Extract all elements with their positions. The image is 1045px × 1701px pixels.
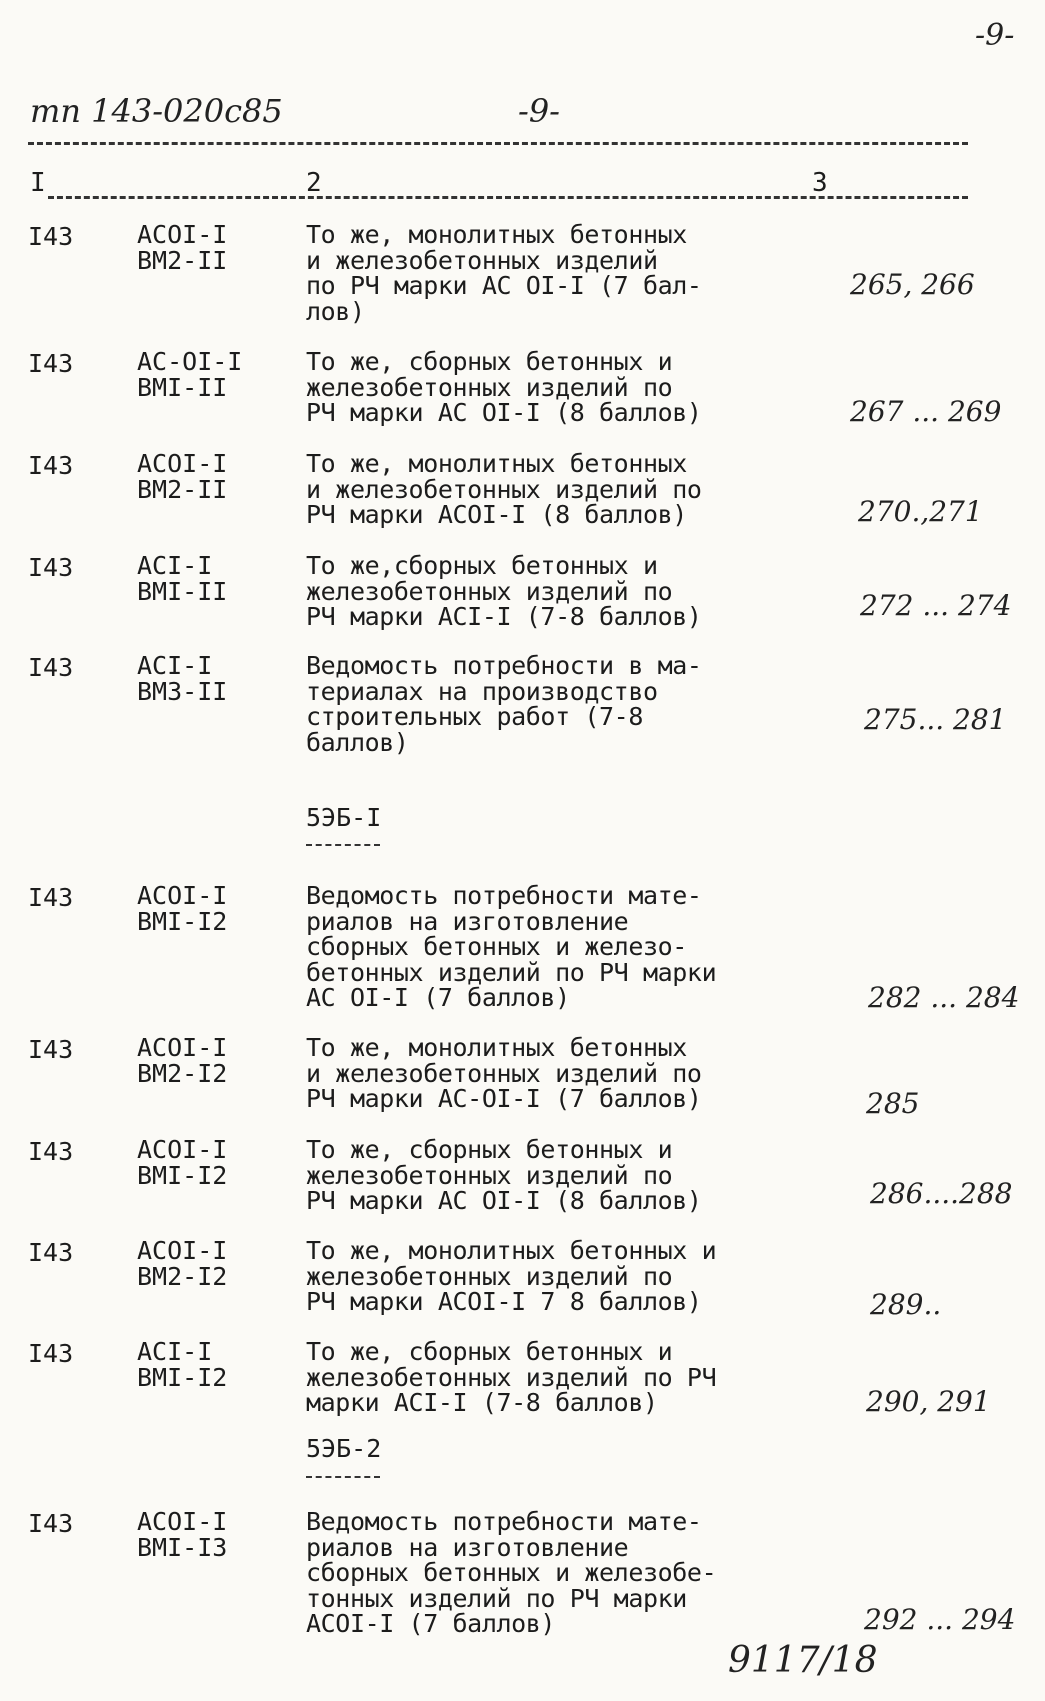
row-pages: 275... 281 <box>864 703 1007 736</box>
row-description: Ведомость потребности мате- риалов на изготовление сборных бетонных и железобе- тонных изделий по РЧ марки ACOI-I (7 баллов) <box>306 1507 717 1638</box>
row-mark: ACI-I BMI-I2 <box>137 1337 228 1392</box>
row-mark: ACI-I BMI-II <box>137 551 228 606</box>
row-pages: 270.,271 <box>858 495 983 528</box>
row-mark: ACOI-I BMI-I2 <box>137 881 228 936</box>
row-pages: 290, 291 <box>866 1385 991 1418</box>
row-description: То же, сборных бетонных и железобетонных изделий по РЧ марки ACI-I (7-8 баллов) <box>306 1337 717 1417</box>
row-pages: 282 ... 284 <box>868 981 1020 1014</box>
corner-page-number: -9- <box>975 18 1015 53</box>
row-mark: ACOI-I BM2-I2 <box>137 1033 228 1088</box>
row-code: I43 <box>28 1339 74 1368</box>
row-code: I43 <box>28 883 74 912</box>
row-code: I43 <box>28 553 74 582</box>
section-heading: 5ЭБ-I <box>306 803 382 832</box>
row-pages: 285 <box>866 1087 920 1120</box>
row-code: I43 <box>28 349 74 378</box>
column-header-divider <box>48 196 968 199</box>
row-code: I43 <box>28 1509 74 1538</box>
header-divider <box>28 142 968 145</box>
row-pages: 286....288 <box>870 1177 1013 1210</box>
section-underline <box>306 844 380 846</box>
row-pages: 292 ... 294 <box>864 1603 1016 1636</box>
row-code: I43 <box>28 1137 74 1166</box>
row-mark: AC-OI-I BMI-II <box>137 347 243 402</box>
row-code: I43 <box>28 222 74 251</box>
row-description: То же, монолитных бетонных и железобетонных изделий по РЧ марки ACOI-I 7 8 баллов) <box>306 1236 717 1316</box>
row-mark: ACOI-I BM2-II <box>137 449 228 504</box>
row-mark: ACI-I BM3-II <box>137 651 228 706</box>
row-pages: 267 ... 269 <box>850 395 1002 428</box>
column-header-1: I <box>30 168 46 198</box>
row-code: I43 <box>28 451 74 480</box>
page-number: -9- <box>518 92 560 130</box>
row-code: I43 <box>28 1238 74 1267</box>
row-pages: 272 ... 274 <box>860 589 1012 622</box>
row-description: То же, монолитных бетонных и железобетонных изделий по РЧ марки ACOI-I (8 баллов) <box>306 449 702 529</box>
document-code: тп 143-020с85 <box>30 92 283 130</box>
row-description: Ведомость потребности мате- риалов на изготовление сборных бетонных и железо- бетонных изделий по РЧ марки АС OI-I (7 баллов) <box>306 881 717 1012</box>
row-pages: 289.. <box>870 1288 942 1321</box>
column-header-2: 2 <box>306 168 322 198</box>
section-underline <box>306 1476 380 1478</box>
row-description: То же, монолитных бетонных и железобетонных изделий по РЧ марки АС OI-I (7 бал- лов) <box>306 220 702 326</box>
row-code: I43 <box>28 653 74 682</box>
archive-number: 9117/18 <box>728 1640 878 1681</box>
row-mark: ACOI-I BMI-I3 <box>137 1507 228 1562</box>
row-description: То же, монолитных бетонных и железобетонных изделий по РЧ марки AC-OI-I (7 баллов) <box>306 1033 702 1113</box>
row-code: I43 <box>28 1035 74 1064</box>
row-description: То же, сборных бетонных и железобетонных изделий по РЧ марки АС OI-I (8 баллов) <box>306 1135 702 1215</box>
column-header-3: 3 <box>812 168 828 198</box>
row-mark: ACOI-I BM2-I2 <box>137 1236 228 1291</box>
row-mark: ACOI-I BM2-II <box>137 220 228 275</box>
row-description: Ведомость потребности в ма- териалах на производство строительных работ (7-8 баллов) <box>306 651 702 757</box>
row-description: То же, сборных бетонных и железобетонных изделий по РЧ марки АС OI-I (8 баллов) <box>306 347 702 427</box>
row-pages: 265, 266 <box>850 268 975 301</box>
section-heading: 5ЭБ-2 <box>306 1434 382 1463</box>
row-mark: ACOI-I BMI-I2 <box>137 1135 228 1190</box>
row-description: То же,сборных бетонных и железобетонных изделий по РЧ марки ACI-I (7-8 баллов) <box>306 551 702 631</box>
